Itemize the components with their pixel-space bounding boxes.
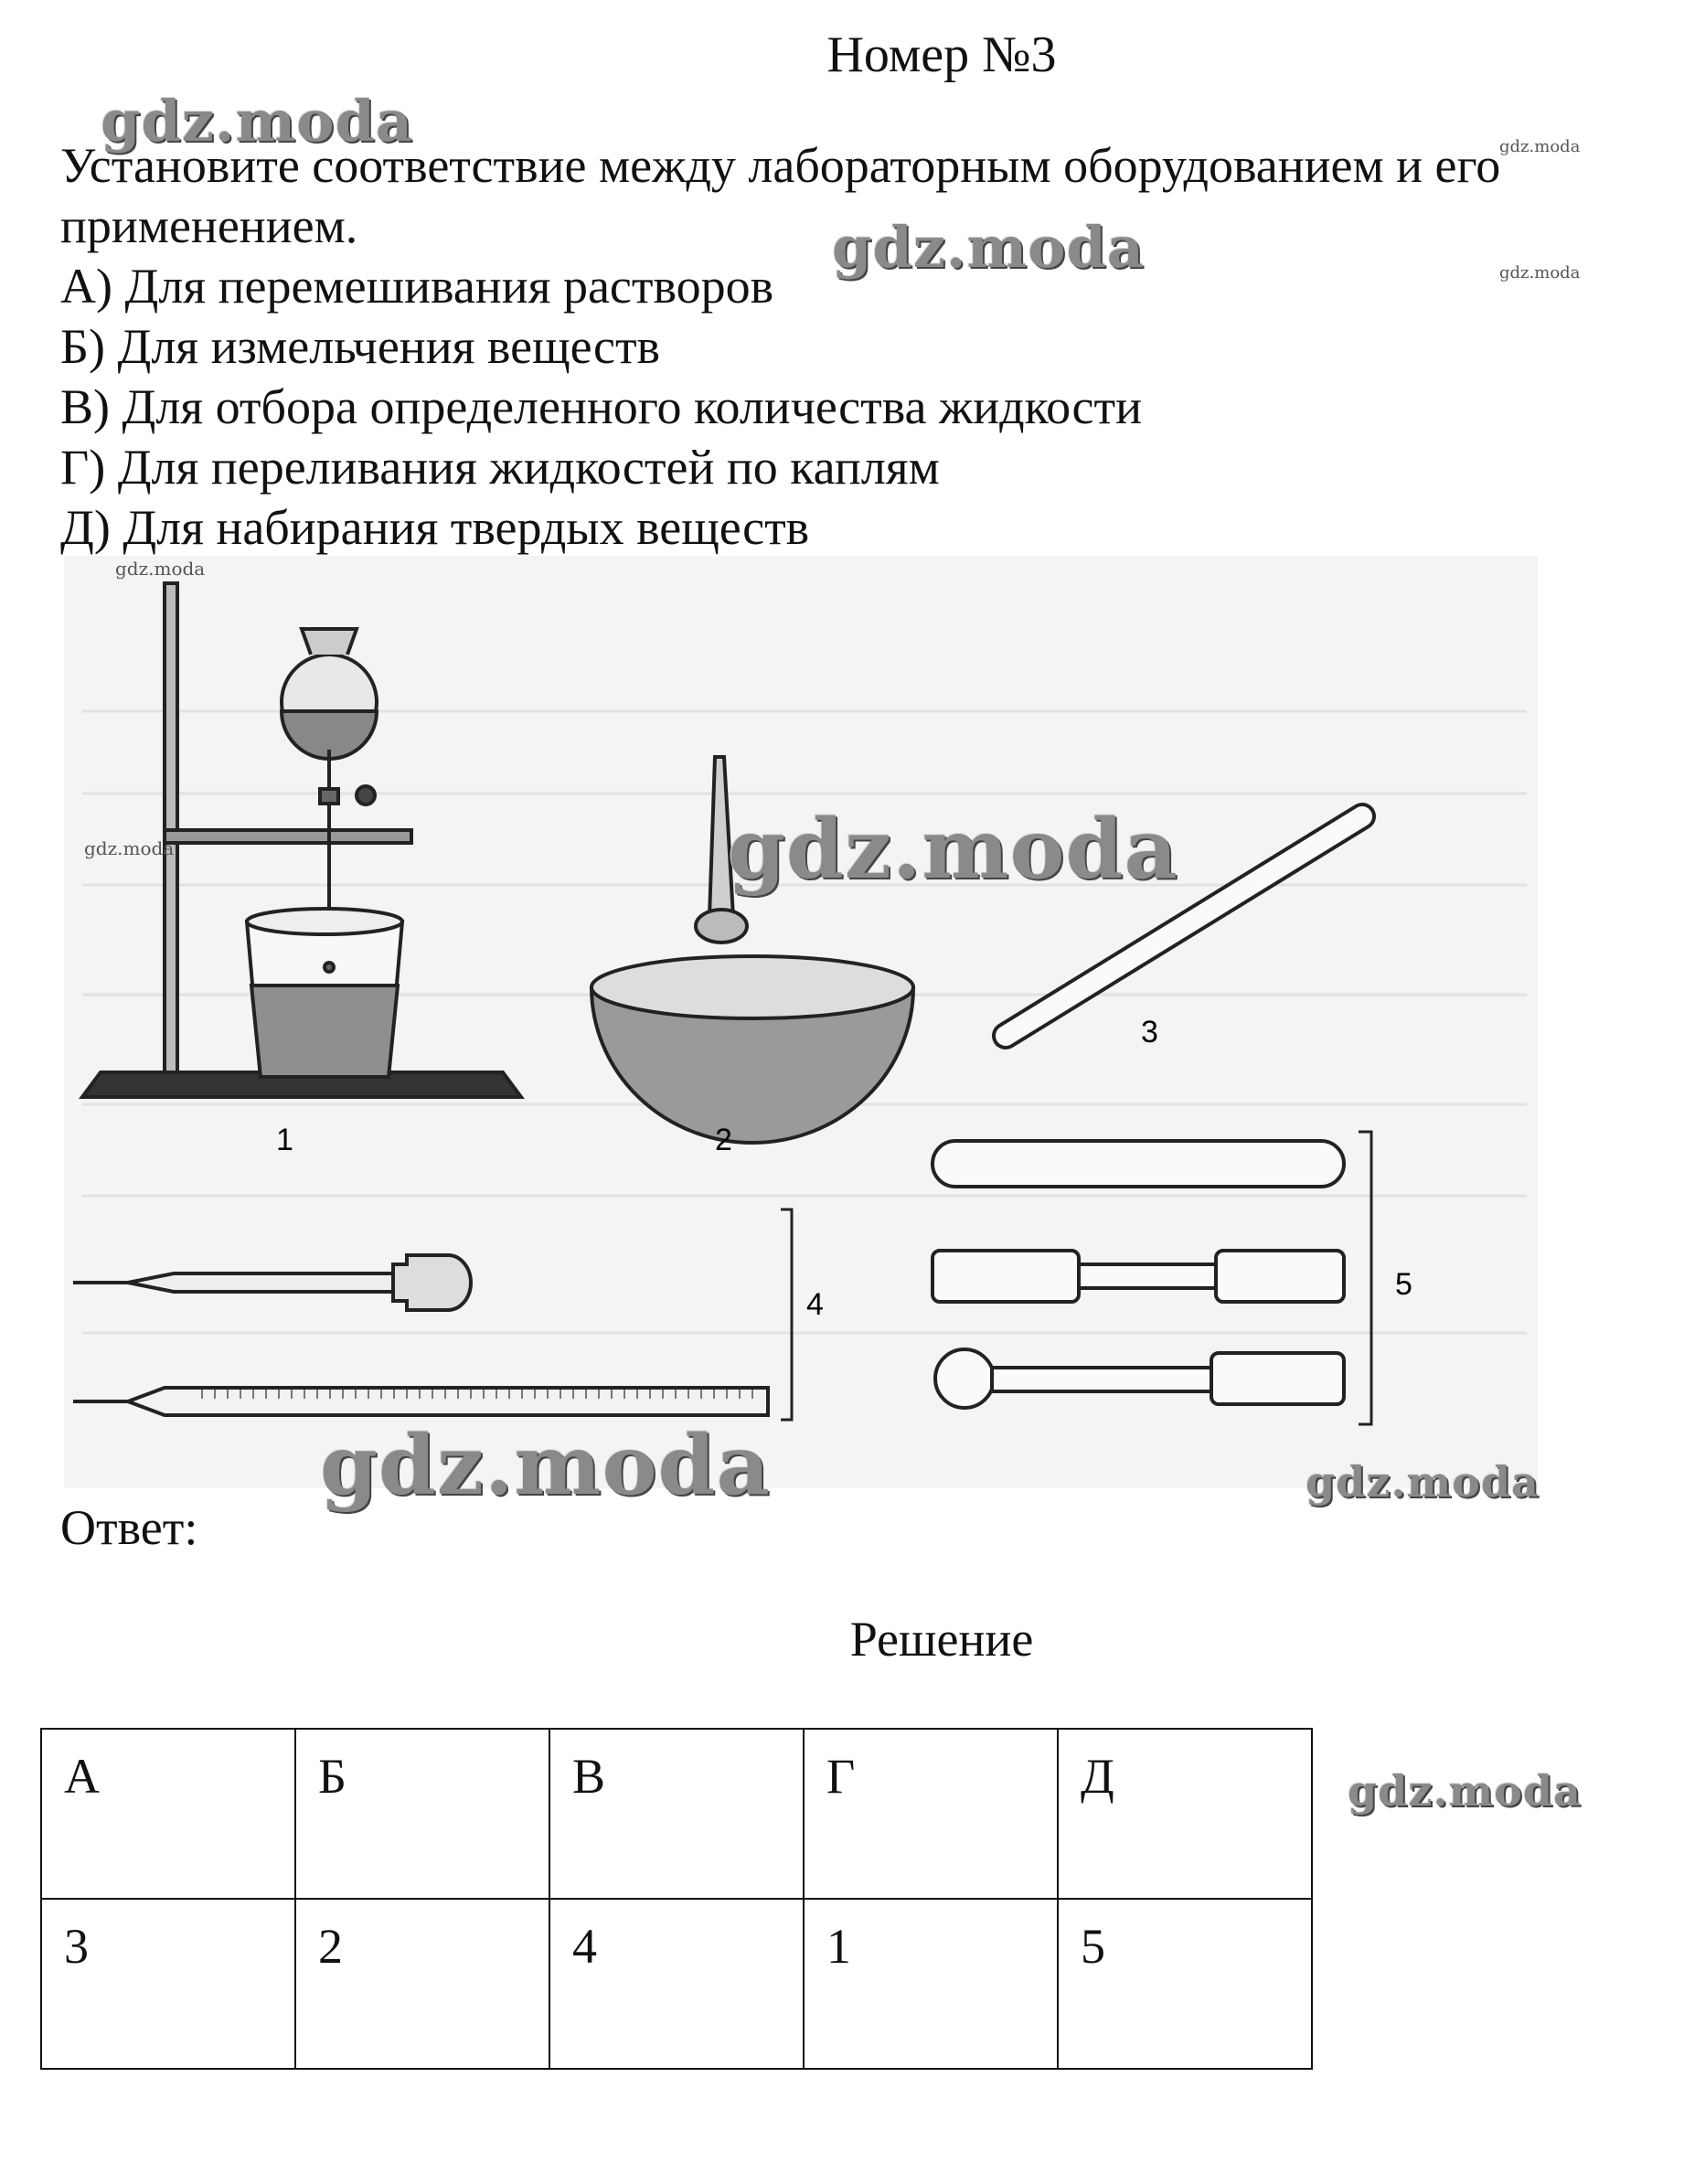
label-4: 4 xyxy=(806,1287,824,1322)
option-a: А) Для перемешивания растворов xyxy=(60,259,774,314)
table-header-row xyxy=(41,1729,1312,1899)
solution-heading: Решение xyxy=(849,1612,1034,1667)
task-line-2: применением. xyxy=(60,198,358,253)
watermark-3: gdz.moda xyxy=(728,801,1178,898)
table-header-cell: В xyxy=(549,1729,804,1899)
table-header-cell: Г xyxy=(804,1729,1058,1899)
option-d: Д) Для набирания твердых веществ xyxy=(60,500,810,555)
lab-equipment-illustration xyxy=(64,556,1538,1488)
page-title: Номер №3 xyxy=(826,27,1057,83)
watermark-small-3: gdz.moda xyxy=(115,558,206,580)
watermark-6: gdz.moda xyxy=(1348,1766,1582,1816)
answer-label: Ответ: xyxy=(60,1500,198,1555)
watermark-4: gdz.moda xyxy=(320,1417,771,1514)
lab-equipment-figure xyxy=(64,556,1538,1488)
table-value-cell: 1 xyxy=(804,1899,1058,2069)
table-header-cell: Б xyxy=(295,1729,549,1899)
table-header-cell: Д xyxy=(1058,1729,1312,1899)
table-value-cell: 5 xyxy=(1058,1899,1312,2069)
table-value-cell: 2 xyxy=(295,1899,549,2069)
spatulas-icon xyxy=(933,1141,1344,1408)
option-g: Г) Для переливания жидкостей по каплям xyxy=(60,440,940,495)
watermark-small-4: gdz.moda xyxy=(84,837,175,859)
table-value-cell: 3 xyxy=(41,1899,295,2069)
label-1: 1 xyxy=(276,1123,293,1157)
option-b: Б) Для измельчения веществ xyxy=(60,319,661,374)
label-3: 3 xyxy=(1141,1015,1158,1049)
options-list xyxy=(60,256,1142,558)
label-2: 2 xyxy=(715,1123,732,1157)
table-value-cell: 4 xyxy=(549,1899,804,2069)
answer-table xyxy=(40,1728,1313,2070)
table-value-row xyxy=(41,1899,1312,2069)
watermark-1: gdz.moda xyxy=(101,88,413,154)
table-header-cell: А xyxy=(41,1729,295,1899)
label-5: 5 xyxy=(1395,1267,1412,1302)
watermark-small-1: gdz.moda xyxy=(1499,137,1581,156)
watermark-5: gdz.moda xyxy=(1306,1457,1540,1507)
watermark-small-2: gdz.moda xyxy=(1499,263,1581,282)
task-line-1: Установите соответствие между лабораторным оборудованием и его xyxy=(60,138,1501,193)
option-v: В) Для отбора определенного количества жидкости xyxy=(60,379,1142,434)
watermark-2: gdz.moda xyxy=(832,214,1145,281)
